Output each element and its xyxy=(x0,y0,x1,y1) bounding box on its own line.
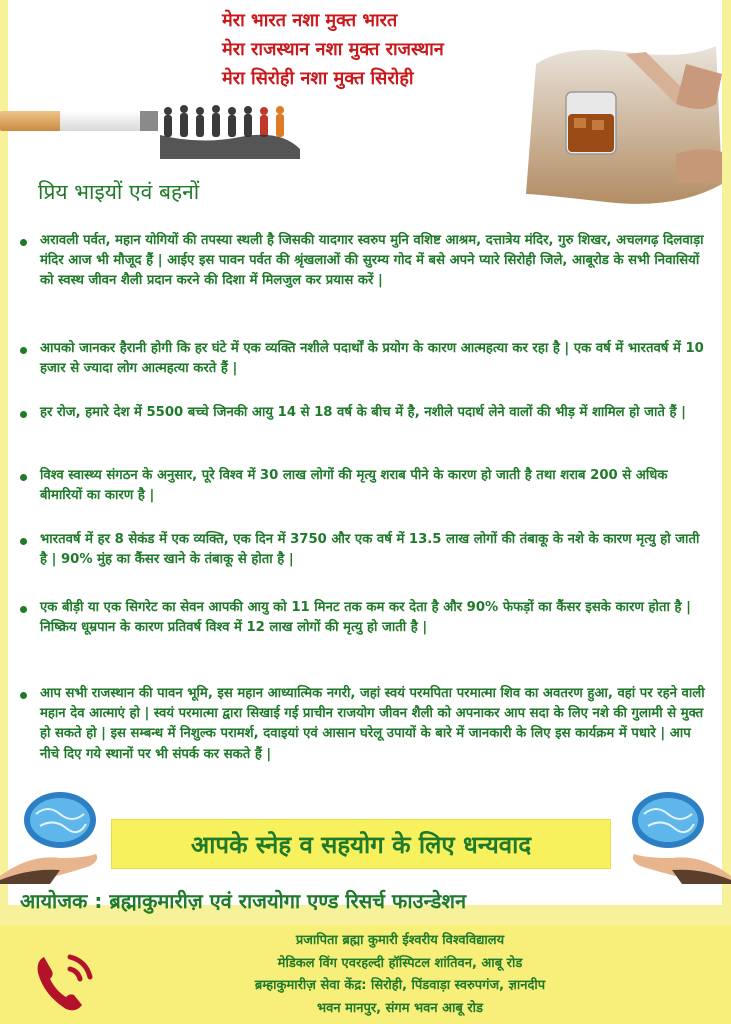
ash-figures-icon xyxy=(140,105,300,159)
bullet-rajyoga: आप सभी राजस्थान की पावन भूमि, इस महान आध्यात्मिक नगरी, जहां स्वयं परमपिता परमात्मा शिव का अवतरण हुआ, वहां पर रहने वाली महान देव आत्माएं हो | स्वयं परमात्मा द्वारा सिखाई गई प्राचीन राजयोग जीवन शैली को अपनाकर आप सदा के लिए नशे की गुलामी से मुक्त हो सकते हो | इस सम्बन्ध में निशुल्क परामर्श, दवाइयां एवं आसान घरेलू उपायों के बारे में जानकारी के लिए इस कार्यक्रम में पधारे | आप नीचे दिए गये स्थानों पर भी संपर्क कर सकते हैं | xyxy=(20,684,710,765)
slogan-india: मेरा भारत नशा मुक्त भारत xyxy=(222,10,398,31)
bullet-dot xyxy=(20,347,27,354)
whisky-glass-photo xyxy=(526,34,722,210)
bullet-who: विश्व स्वास्थ्य संगठन के अनुसार, पूरे विश्व में 30 लाख लोगों की मृत्यु शराब पीने के कारण हो जाती है तथा शराब 200 से अधिक बीमारियों का कारण है | xyxy=(20,466,710,506)
bullet-dot xyxy=(20,692,27,699)
brain-in-hand-icon xyxy=(612,784,731,884)
organizer-line: आयोजक : ब्रह्माकुमारीज़ एवं राजयोगा एण्ड रिसर्च फाउन्डेशन xyxy=(20,889,467,913)
bullet-children: हर रोज, हमारे देश में 5500 बच्चे जिनकी आयु 14 से 18 वर्ष के बीच में है, नशीले पदार्थ लेने वालों की भीड़ में शामिल हो जाते हैं | xyxy=(20,403,710,423)
footer-line: प्रजापिता ब्रह्मा कुमारी ईश्वरीय विश्वविद्यालय xyxy=(295,933,505,948)
bullet-dot xyxy=(20,606,27,613)
bullet-dot xyxy=(20,538,27,545)
greeting-heading: प्रिय भाइयों एवं बहनों xyxy=(38,180,200,204)
thanks-banner: आपके स्नेह व सहयोग के लिए धन्यवाद xyxy=(111,819,611,869)
header-slogans xyxy=(222,6,552,93)
bullet-dot xyxy=(20,239,27,246)
phone-icon xyxy=(30,947,100,1017)
cigarette-illustration xyxy=(0,97,300,159)
footer-line: मेडिकल विंग एवरहल्दी हॉस्पिटल शांतिवन, आबू रोड xyxy=(277,955,523,971)
footer-line: ब्रम्हाकुमारीज़ सेवा केंद्र: सिरोही, पिंडवाड़ा स्वरुपगंज, ज्ञानदीप xyxy=(254,978,546,993)
bullet-suicide: आपको जानकर हैरानी होगी कि हर घंटे में एक व्यक्ति नशीले पदार्थों के प्रयोग के कारण आत्महत्या कर रहा है | एक वर्ष में भारतवर्ष में 10 हजार से ज्यादा लोग आत्महत्या करते हैं | xyxy=(20,339,710,379)
bullet-tobacco: भारतवर्ष में हर 8 सेकंड में एक व्यक्ति, एक दिन में 3750 और एक वर्ष में 13.5 लाख लोगों की तंबाकू के नशे के कारण मृत्यु हो जाती है | 90% मुंह का कैंसर खाने के तंबाकू से होता है | xyxy=(20,530,710,570)
cigarette-filter xyxy=(0,111,60,131)
cigarette-paper xyxy=(60,111,140,131)
bullet-cigarette: एक बीड़ी या एक सिगरेट का सेवन आपकी आयु को 11 मिनट तक कम कर देता है और 90% फेफड़ों का कैंसर इसके कारण होता है | निष्क्रिय धूम्रपान के कारण प्रतिवर्ष विश्व में 12 लाख लोगों की मृत्यु हो जाती है | xyxy=(20,598,710,638)
bullet-aravali: अरावली पर्वत, महान योगियों की तपस्या स्थली है जिसकी यादगार स्वरुप मुनि वशिष्ट आश्रम, दत्तात्रेय मंदिर, गुरु शिखर, अचलगढ़ दिलवाड़ा मंदिर आज भी मौजूद हैं | आईए इस पावन पर्वत की श्रृंखलाओं की सुरम्य गोद में बसे अपने प्यारे सिरोही जिले, आबूरोड के सभी निवासियों को स्वस्थ जीवन शैली प्रदान करने की दिशा में मिलजुल कर प्रयास करें | xyxy=(20,231,710,292)
slogan-sirohi: मेरा सिरोही नशा मुक्त सिरोही xyxy=(222,68,414,89)
slogan-rajasthan: मेरा राजस्थान नशा मुक्त राजस्थान xyxy=(222,39,444,60)
bullet-dot xyxy=(20,411,27,418)
brain-in-hand-icon xyxy=(0,784,115,884)
footer-line: भवन मानपुर, संगम भवन आबू रोड xyxy=(316,1000,484,1016)
footer-address xyxy=(140,930,660,1020)
bullet-dot xyxy=(20,474,27,481)
